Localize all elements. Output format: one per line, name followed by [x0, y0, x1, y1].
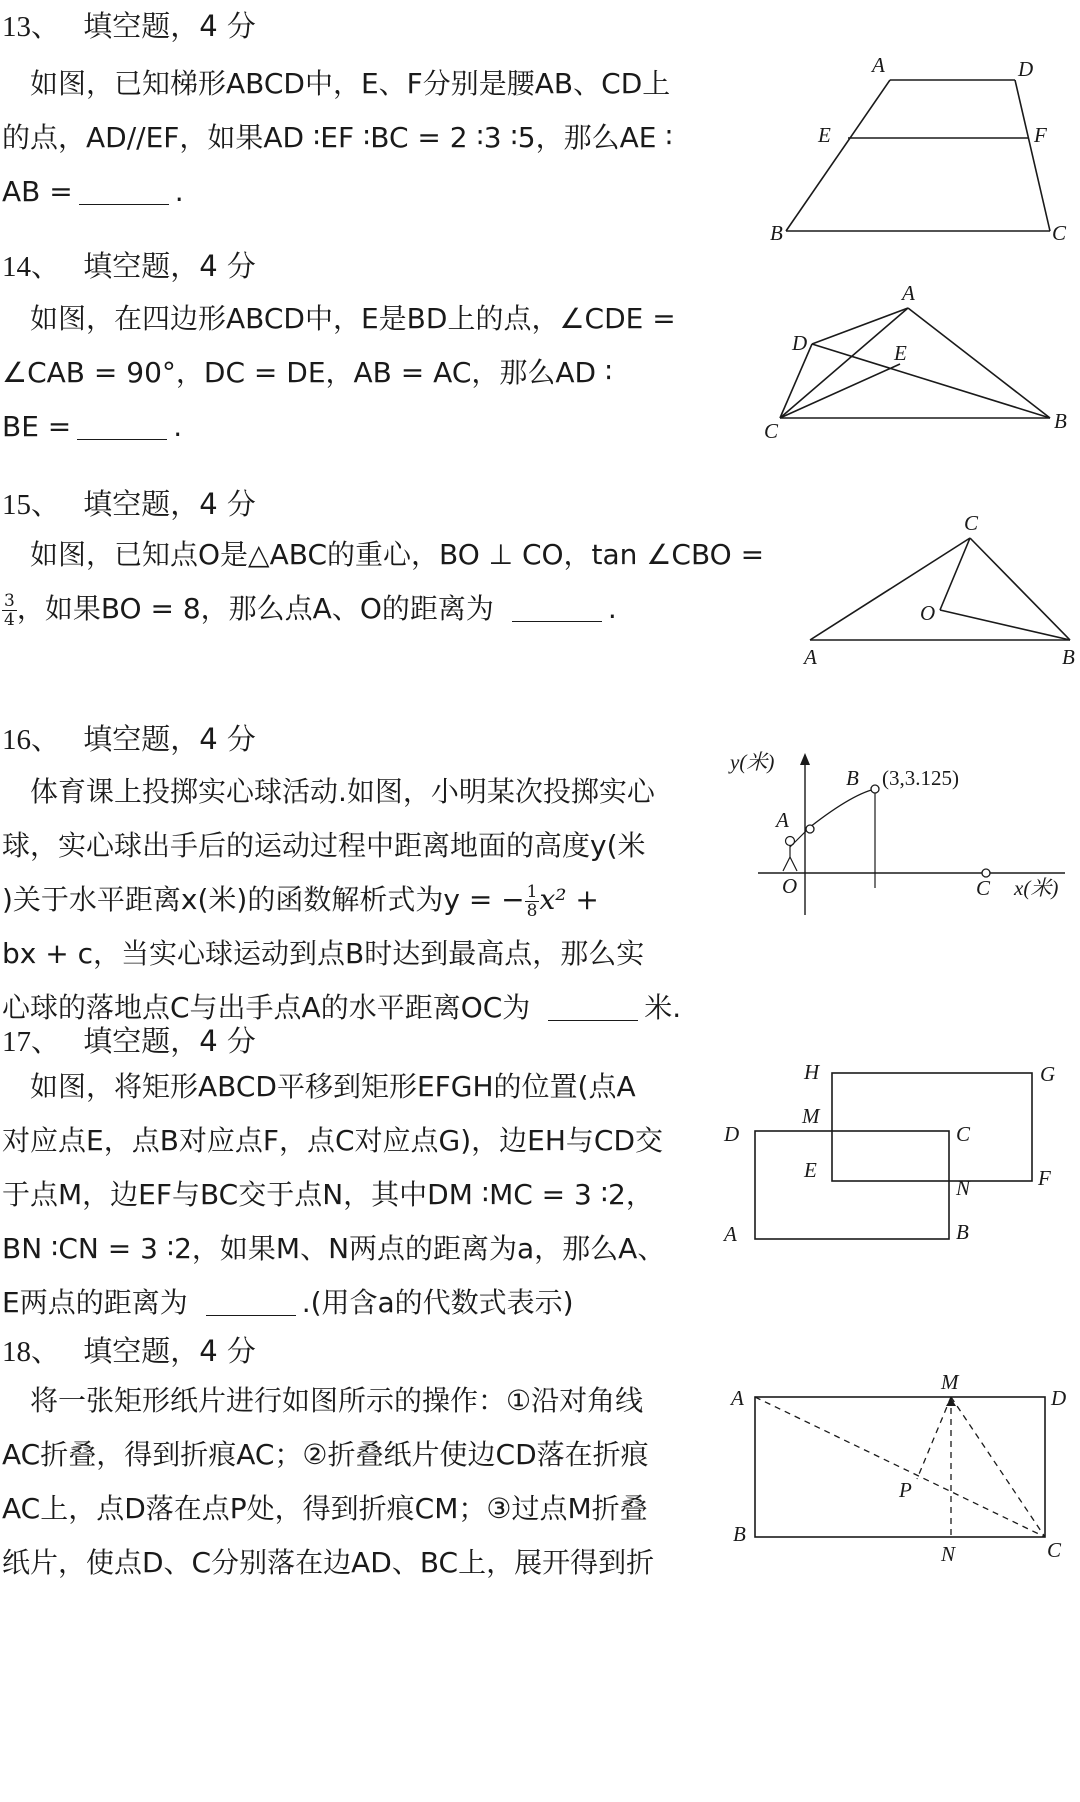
figure-label: F	[1034, 123, 1047, 147]
figure-label: C	[1052, 221, 1067, 245]
rect-abcd	[755, 1131, 949, 1239]
figure-label: B	[1062, 645, 1075, 669]
figure-label: B	[956, 1220, 969, 1244]
figure-label: B	[846, 766, 859, 790]
figure-label: C	[1047, 1538, 1062, 1562]
answer-blank[interactable]	[77, 409, 167, 440]
marker-m	[946, 1398, 956, 1406]
question-text	[2, 765, 681, 1035]
question-line: BN ∶CN = 3 ∶2，如果M、N两点的距离为a，那么A、	[2, 1232, 666, 1265]
figure-label: D	[792, 331, 808, 355]
question-type: 填空题，4 分	[83, 487, 256, 521]
figure-label: O	[782, 874, 798, 898]
question-line: 如图，已知梯形ABCD中，E、F分别是腰AB、CD上	[30, 67, 671, 100]
rectangles-figure	[720, 1045, 1080, 1255]
question-line: E两点的距离为	[2, 1286, 188, 1319]
question-line: 对应点E，点B对应点F，点C对应点G)，边EH与CD交	[2, 1124, 664, 1157]
fraction: $\frac{3}{4}$	[4, 590, 15, 630]
question-text: 如图，已知点O是△ABC的重心，BO ⊥ CO，tan ∠CBO = $\frac{3}{4}$ ，如果BO = 8，那么点A、O的距离为 .	[2, 528, 764, 636]
question-line: 于点M，边EF与BC交于点N，其中DM ∶MC = 3 ∶2，	[2, 1178, 654, 1211]
question-text	[2, 1374, 654, 1590]
figure-label: B	[770, 221, 783, 245]
question-number: 15、	[2, 489, 61, 521]
question-line: 的点，AD//EF，如果AD ∶EF ∶BC = 2 ∶3 ∶5，那么AE ∶	[2, 121, 673, 154]
figure-line	[1015, 80, 1050, 231]
parabola-figure	[730, 745, 1080, 925]
crease-mp	[917, 1397, 951, 1479]
figure-label: A	[902, 281, 915, 305]
question-line: AB =	[2, 175, 73, 208]
figure-label: E	[804, 1158, 817, 1182]
crease-cm	[951, 1397, 1045, 1537]
fraction: $\frac{1}{8}$	[526, 881, 538, 921]
person-leg	[790, 857, 797, 871]
question-line: 球，实心球出手后的运动过程中距离地面的高度y(米	[2, 829, 646, 862]
quadrilateral-figure	[760, 280, 1070, 443]
person-arm	[790, 831, 806, 847]
figure-line	[780, 308, 908, 418]
figure-label: E	[894, 341, 907, 365]
question-header	[2, 6, 256, 47]
question-header	[2, 1021, 256, 1062]
figure-label: y(米)	[730, 750, 775, 774]
point-b	[871, 785, 879, 793]
point-a	[806, 825, 814, 833]
question-line: 纸片，使点D、C分别落在边AD、BC上，展开得到折	[2, 1546, 655, 1579]
figure-label: A	[724, 1222, 737, 1246]
figure-line	[908, 308, 1050, 418]
figure-label: H	[804, 1060, 820, 1084]
question-line: BE =	[2, 410, 72, 443]
person-leg	[783, 857, 790, 871]
figure-label: A	[872, 53, 885, 77]
figure-label: C	[764, 419, 779, 443]
question-number: 13、	[2, 11, 61, 43]
question-type: 填空题，4 分	[83, 1334, 256, 1368]
question-text: 如图，在四边形ABCD中，E是BD上的点，∠CDE = ∠CAB = 90°，DC = DE，AB = AC，那么AD ∶ BE = .	[2, 292, 676, 454]
question-line: 心球的落地点C与出手点A的水平距离OC为	[2, 991, 531, 1024]
figure-label: A	[731, 1386, 744, 1410]
figure-line	[812, 344, 1050, 418]
rect-efgh	[832, 1073, 1032, 1181]
figure-label: B	[733, 1522, 746, 1546]
question-line: ∠CAB = 90°，DC = DE，AB = AC，那么AD ∶	[2, 356, 613, 389]
trapezoid-figure	[770, 50, 1070, 250]
figure-label: P	[899, 1478, 912, 1502]
question-line: ，如果BO = 8，那么点A、O的距离为	[16, 592, 494, 625]
question-line: bx + c，当实心球运动到点B时达到最高点，那么实	[2, 937, 645, 970]
figure-label: E	[818, 123, 831, 147]
figure-label: G	[1040, 1062, 1056, 1086]
crease-ac	[755, 1397, 1045, 1537]
question-type: 填空题，4 分	[83, 722, 256, 756]
figure-label: D	[1018, 57, 1034, 81]
figure-label: A	[776, 808, 789, 832]
question-number: 17、	[2, 1026, 61, 1058]
answer-blank[interactable]	[206, 1285, 296, 1316]
figure-line	[970, 538, 1070, 640]
answer-blank[interactable]	[512, 591, 602, 622]
figure-line	[780, 364, 900, 418]
question-text: 如图，已知梯形ABCD中，E、F分别是腰AB、CD上 的点，AD//EF，如果AD ∶EF ∶BC = 2 ∶3 ∶5，那么AE ∶ AB = .	[2, 57, 673, 219]
y-axis-arrow	[800, 753, 810, 765]
figure-label: N	[941, 1542, 956, 1566]
question-type: 填空题，4 分	[83, 9, 256, 43]
question-line: 如图，在四边形ABCD中，E是BD上的点，∠CDE =	[30, 302, 676, 335]
question-number: 14、	[2, 251, 61, 283]
question-line: 如图，已知点O是△ABC的重心，BO ⊥ CO，tan ∠CBO =	[30, 538, 765, 571]
figure-line	[812, 308, 908, 344]
figure-label: C	[964, 511, 979, 535]
question-header	[2, 484, 256, 525]
answer-blank[interactable]	[548, 990, 638, 1021]
figure-label: A	[804, 645, 817, 669]
question-line: 如图，将矩形ABCD平移到矩形EFGH的位置(点A	[30, 1070, 636, 1103]
question-text	[2, 1060, 665, 1330]
figure-label: (3,3.125)	[882, 766, 959, 790]
figure-label: C	[956, 1122, 971, 1146]
question-number: 18、	[2, 1336, 61, 1368]
figure-label: D	[1051, 1386, 1067, 1410]
question-number: 16、	[2, 724, 61, 756]
question-line: .(用含a的代数式表示)	[301, 1286, 574, 1319]
question-header	[2, 246, 256, 287]
figure-line	[940, 538, 970, 610]
figure-label: N	[956, 1176, 971, 1200]
figure-line	[940, 610, 1070, 640]
question-header	[2, 1331, 256, 1372]
question-header	[2, 719, 256, 760]
figure-line	[780, 344, 812, 418]
figure-label: M	[941, 1370, 959, 1394]
folding-figure	[725, 1365, 1080, 1565]
figure-label: D	[724, 1122, 740, 1146]
figure-line	[810, 538, 970, 640]
answer-blank[interactable]	[79, 174, 169, 205]
question-line: AC上，点D落在点P处，得到折痕CM；③过点M折叠	[2, 1492, 648, 1525]
figure-line	[786, 80, 890, 231]
figure-label: x(米)	[1014, 876, 1059, 900]
figure-label: C	[976, 876, 991, 900]
trajectory-curve	[805, 789, 875, 831]
question-type: 填空题，4 分	[83, 1024, 256, 1058]
question-line: 体育课上投掷实心球活动.如图，小明某次投掷实心	[30, 775, 655, 808]
figure-label: M	[802, 1104, 820, 1128]
triangle-figure	[800, 510, 1080, 670]
question-type: 填空题，4 分	[83, 249, 256, 283]
figure-label: B	[1054, 409, 1067, 433]
figure-label: O	[920, 601, 936, 625]
question-line: 将一张矩形纸片进行如图所示的操作：①沿对角线	[30, 1384, 644, 1417]
question-line: AC折叠，得到折痕AC；②折叠纸片使边CD落在折痕	[2, 1438, 649, 1471]
figure-label: F	[1038, 1166, 1051, 1190]
question-line: 米.	[644, 991, 682, 1024]
question-line: )关于水平距离x(米)的函数解析式为y = −	[2, 883, 525, 916]
formula-tail: x² +	[539, 883, 599, 916]
